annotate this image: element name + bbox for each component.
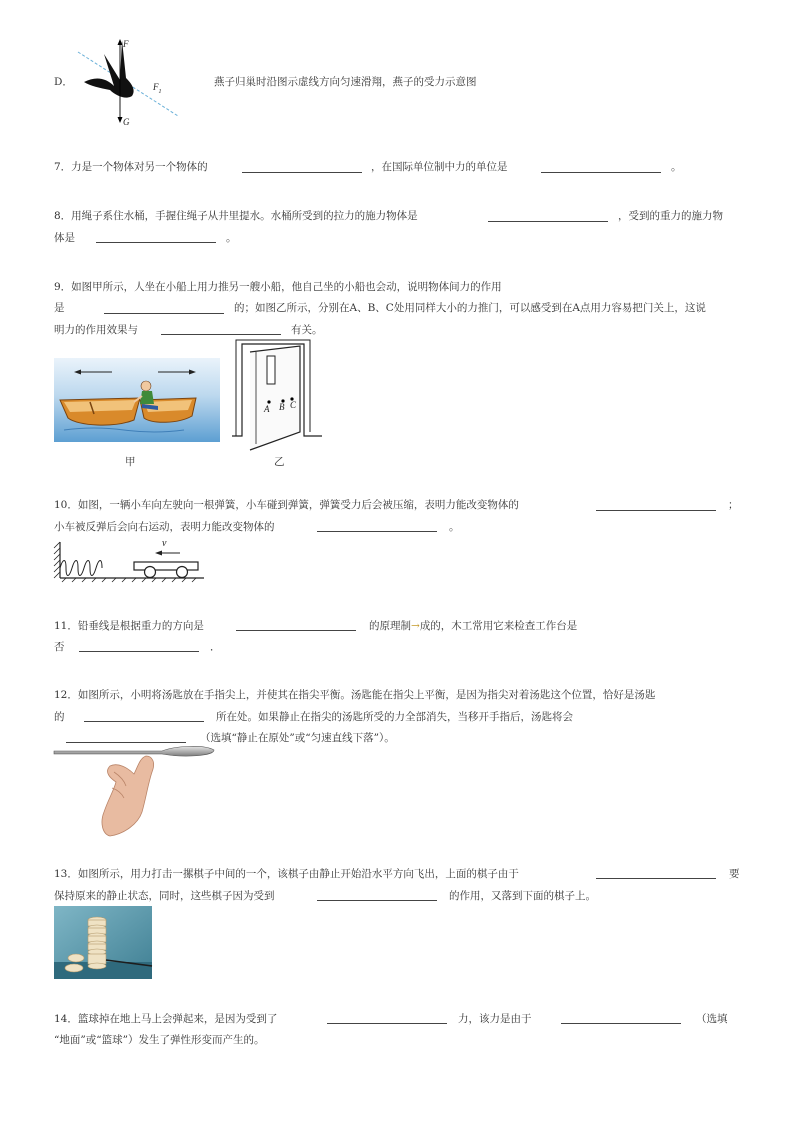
q12-text: 的 bbox=[54, 711, 65, 723]
q10-text: 。 bbox=[449, 521, 460, 533]
q6-caption: 燕子归巢时沿图示虚线方向匀速滑翔，燕子的受力示意图 bbox=[214, 76, 477, 88]
spring-cart-figure bbox=[54, 538, 204, 582]
q7-text: 7．力是一个物体对另一个物体的 bbox=[54, 161, 208, 173]
door-point-a: A bbox=[264, 404, 270, 414]
q9-blank-2[interactable] bbox=[161, 334, 281, 335]
q7-blank-1[interactable] bbox=[242, 172, 362, 173]
q13-text: 要 bbox=[729, 868, 740, 880]
q7-text: ，在国际单位制中力的单位是 bbox=[371, 161, 508, 173]
q11-blank-1[interactable] bbox=[236, 630, 356, 631]
q11-blank-2[interactable] bbox=[79, 651, 199, 652]
q14-text: “地面”或“篮球”）发生了弹性形变而产生的。 bbox=[54, 1034, 265, 1046]
q9-text: 是 bbox=[54, 302, 65, 314]
q9-text: 明力的作用效果与 bbox=[54, 324, 138, 336]
q13-blank-2[interactable] bbox=[317, 900, 437, 901]
q8-blank-1[interactable] bbox=[488, 221, 608, 222]
door-figure bbox=[230, 340, 325, 440]
q13-text: 保持原来的静止状态，同时，这些棋子因为受到 bbox=[54, 890, 275, 902]
q8-text: ，受到的重力的施力物 bbox=[618, 210, 723, 222]
q10-text: 10．如图，一辆小车向左驶向一根弹簧，小车碰到弹簧，弹簧受力后会被压缩，表明力能改变物体的 bbox=[54, 499, 519, 511]
q8-text: 8．用绳子系住水桶，手握住绳子从井里提水。水桶所受到的拉力的施力物体是 bbox=[54, 210, 418, 222]
q8-text: 体是 bbox=[54, 232, 75, 244]
q14-blank-2[interactable] bbox=[561, 1023, 681, 1024]
door-point-c: C bbox=[290, 400, 297, 410]
chess-stack-photo bbox=[54, 906, 152, 979]
q7-blank-2[interactable] bbox=[541, 172, 661, 173]
swallow-force-diagram bbox=[70, 30, 190, 135]
door-point-b: B bbox=[279, 402, 285, 412]
q12-text: 所在处。如果静止在指尖的汤匙所受的力全部消失，当移开手指后，汤匙将会 bbox=[216, 711, 573, 723]
q14-text: 力，该力是由于 bbox=[458, 1013, 532, 1025]
q6-option-label: D． bbox=[54, 76, 73, 88]
q14-text: （选填 bbox=[696, 1013, 728, 1025]
q11-text: 的原理制→成的，木工常用它来检查工作台是 bbox=[369, 620, 578, 632]
q9-blank-1[interactable] bbox=[104, 313, 224, 314]
q12-blank-1[interactable] bbox=[84, 721, 204, 722]
force-label-f1: $F_1$ bbox=[153, 82, 162, 95]
q9-text: 有关。 bbox=[291, 324, 323, 336]
q13-blank-1[interactable] bbox=[596, 878, 716, 879]
q8-blank-2[interactable] bbox=[96, 242, 216, 243]
q13-text: 13．如图所示，用力打击一摞棋子中间的一个，该棋子由静止开始沿水平方向飞出，上面的棋子由于 bbox=[54, 868, 519, 880]
q10-blank-2[interactable] bbox=[317, 531, 437, 532]
velocity-label: v bbox=[162, 538, 167, 549]
fig-jia-label: 甲 bbox=[125, 456, 136, 468]
q11-text: ． bbox=[210, 641, 221, 653]
q10-text: ； bbox=[728, 499, 739, 511]
q14-text: 14．篮球掉在地上马上会弹起来，是因为受到了 bbox=[54, 1013, 278, 1025]
q8-text: 。 bbox=[226, 232, 237, 244]
q9-text: 9．如图甲所示，人坐在小船上用力推另一艘小船，他自己坐的小船也会动，说明物体间力的作用 bbox=[54, 281, 502, 293]
q11-text: 11．铅垂线是根据重力的方向是 bbox=[54, 620, 204, 632]
q7-text: 。 bbox=[671, 161, 682, 173]
q10-text: 小车被反弹后会向右运动，表明力能改变物体的 bbox=[54, 521, 275, 533]
q9-text: 的；如图乙所示，分别在A、B、C处用同样大小的力推门，可以感受到在A点用力容易把门关上，这说 bbox=[234, 302, 706, 314]
fig-yi-label: 乙 bbox=[274, 456, 285, 468]
force-label-g: G bbox=[123, 117, 130, 127]
force-label-f: F bbox=[123, 39, 129, 49]
q13-text: 的作用，又落到下面的棋子上。 bbox=[449, 890, 596, 902]
q11-text: 否 bbox=[54, 641, 65, 653]
boats-figure bbox=[54, 358, 220, 442]
q10-blank-1[interactable] bbox=[596, 510, 716, 511]
q12-text: 12．如图所示，小明将汤匙放在手指尖上，并使其在指尖平衡。汤匙能在指尖上平衡，是因为指尖对着汤匙这个位置，恰好是汤匙 bbox=[54, 689, 656, 701]
q14-blank-1[interactable] bbox=[327, 1023, 447, 1024]
spoon-hand-figure bbox=[54, 742, 219, 837]
q12-text: （选填“静止在原处”或“匀速直线下落”）。 bbox=[200, 732, 395, 744]
